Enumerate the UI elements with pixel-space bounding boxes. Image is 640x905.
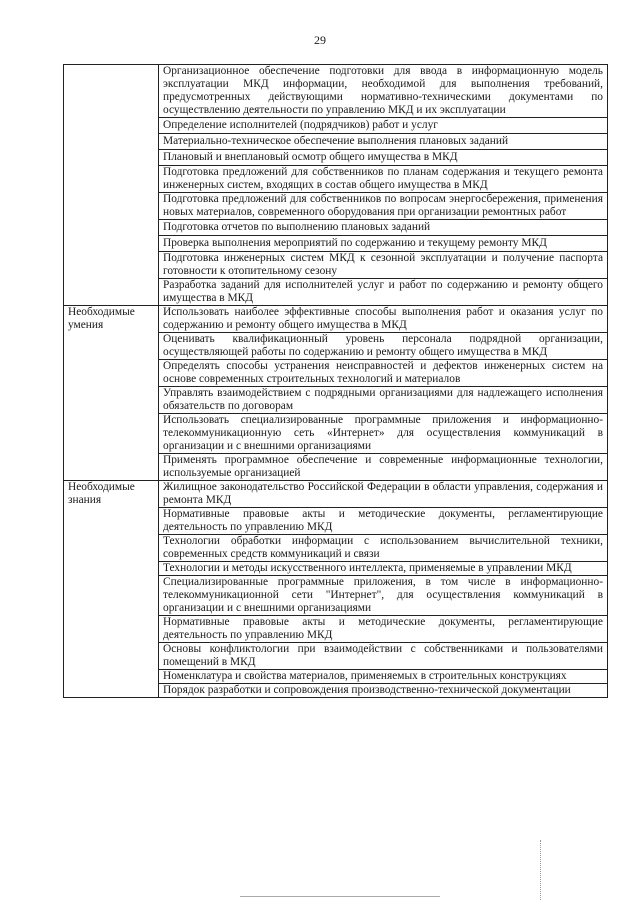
table-cell: Оценивать квалификационный уровень персонала подрядной организации, осуществляющей работы по содержанию и ремонту общего имущества в МКД [159, 333, 608, 360]
table-row [64, 306, 608, 333]
page-number: 29 [314, 33, 326, 47]
table-cell: Основы конфликтологии при взаимодействии с собственниками и пользователями помещений в МКД [159, 643, 608, 670]
table-cell: Технологии и методы искусственного интеллекта, применяемые в управлении МКД [159, 562, 608, 576]
binding-mark [540, 840, 542, 900]
table-cell: Нормативные правовые акты и методические документы, регламентирующие деятельность по управлению МКД [159, 508, 608, 535]
table-cell: Подготовка инженерных систем МКД к сезонной эксплуатации и получение паспорта готовности к отопительному сезону [159, 252, 608, 279]
table-cell: Подготовка предложений для собственников по планам содержания и текущего ремонта инженерных систем, входящих в состав общего имущества в МКД [159, 166, 608, 193]
table-cell: Проверка выполнения мероприятий по содержанию и текущему ремонту МКД [159, 236, 608, 252]
section-label-skills: Необходимые умения [64, 306, 159, 481]
table-cell: Материально-техническое обеспечение выполнения плановых заданий [159, 134, 608, 150]
table-cell: Плановый и внеплановый осмотр общего имущества в МКД [159, 150, 608, 166]
section-label-knowledge: Необходимые знания [64, 481, 159, 698]
table-cell: Подготовка предложений для собственников по вопросам энергосбережения, применения новых материалов, современного оборудования при организации ремонтных работ [159, 193, 608, 220]
section-label [64, 65, 159, 306]
table-cell: Подготовка отчетов по выполнению плановых заданий [159, 220, 608, 236]
table-cell: Разработка заданий для исполнителей услуг и работ по содержанию и ремонту общего имущества в МКД [159, 279, 608, 306]
table-cell: Нормативные правовые акты и методические документы, регламентирующие деятельность по управлению МКД [159, 616, 608, 643]
table-cell: Организационное обеспечение подготовки для ввода в информационную модель эксплуатации МКД информации, необходимой для выполнения требований, предусмотренных действующими нормативно-техническими документами по осуществлению деятельности по управлению МКД и их эксплуатации [159, 65, 608, 118]
table-cell: Использовать специализированные программные приложения и информационно-телекоммуникационную сеть «Интернет» для осуществления коммуникаций в организации и с внешними организациями [159, 414, 608, 454]
table-cell: Использовать наиболее эффективные способы выполнения работ и оказания услуг по содержанию и ремонту общего имущества в МКД [159, 306, 608, 333]
table-cell: Технологии обработки информации с использованием вычислительной техники, современных средств коммуникаций и связи [159, 535, 608, 562]
table-cell: Порядок разработки и сопровождения производственно-технической документации [159, 684, 608, 698]
table-cell: Жилищное законодательство Российской Федерации в области управления, содержания и ремонта МКД [159, 481, 608, 508]
table-cell: Управлять взаимодействием с подрядными организациями для надлежащего исполнения обязательств по договорам [159, 387, 608, 414]
table-cell: Определение исполнителей (подрядчиков) работ и услуг [159, 118, 608, 134]
requirements-table [63, 64, 608, 698]
table-cell: Применять программное обеспечение и современные информационные технологии, используемые организацией [159, 454, 608, 481]
table-cell: Специализированные программные приложения, в том числе в информационно-телекоммуникационной сети "Интернет", для осуществления коммуникаций в организации и с внешними организациями [159, 576, 608, 616]
table-cell: Определять способы устранения неисправностей и дефектов инженерных систем на основе современных строительных технологий и материалов [159, 360, 608, 387]
table-cell: Номенклатура и свойства материалов, применяемых в строительных конструкциях [159, 670, 608, 684]
footer-line [240, 896, 440, 897]
table-row [64, 65, 608, 118]
table-row [64, 481, 608, 508]
